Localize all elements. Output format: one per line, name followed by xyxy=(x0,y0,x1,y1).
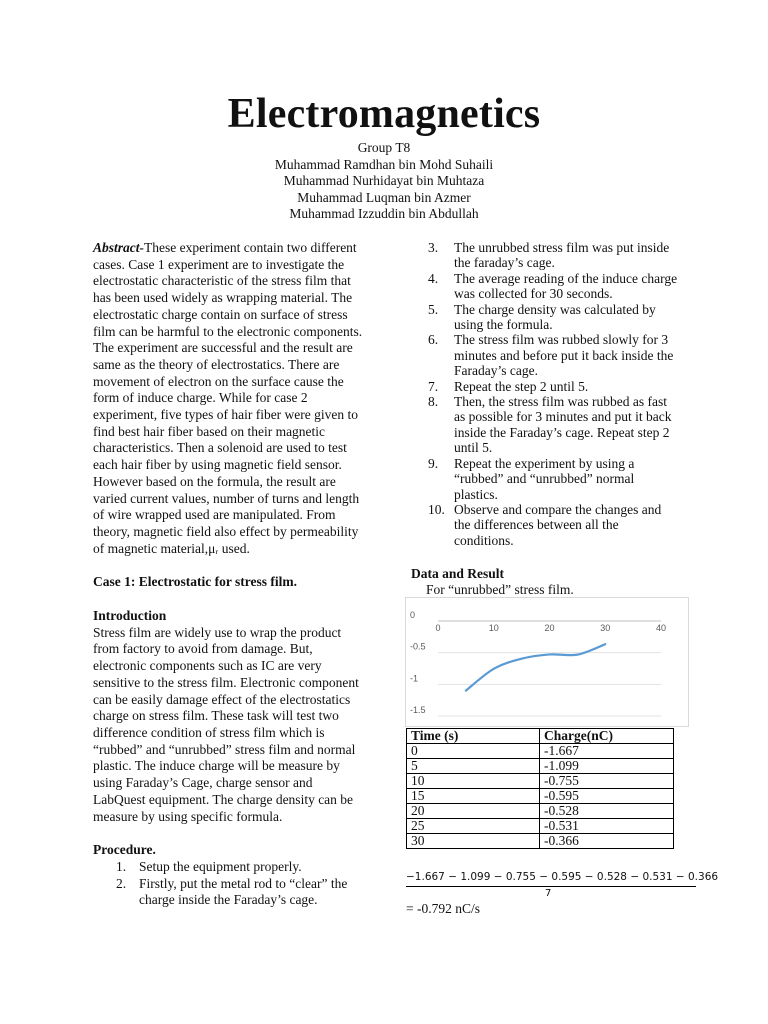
chart-svg xyxy=(406,598,688,726)
y-tick-label: -1 xyxy=(410,673,419,684)
equation-denominator: 7 xyxy=(545,888,552,899)
table-row: 5 -1.099 xyxy=(407,759,674,774)
abstract-label: Abstract- xyxy=(93,240,145,255)
x-tick-label: 30 xyxy=(600,623,611,633)
x-tick-label: 0 xyxy=(435,623,441,633)
procedure-step: 7. Repeat the step 2 until 5. xyxy=(428,378,589,394)
table-row: 30 -0.366 xyxy=(407,834,674,849)
procedure-step: 2. Firstly, put the metal rod to “clear” the charge inside the Faraday’s cage. xyxy=(116,875,348,908)
paper-title: Electromagnetics xyxy=(227,91,541,137)
procedure-step: 4. The average reading of the induce charge was collected for 30 seconds. xyxy=(428,270,678,302)
table-header-row xyxy=(407,729,674,744)
procedure-step: 9. Repeat the experiment by using a “rubbed” and “unrubbed” normal plastics. xyxy=(428,455,635,502)
charge-chart xyxy=(405,597,689,727)
x-tick-label: 20 xyxy=(544,623,555,633)
procedure-step: 5. The charge density was calculated by using the formula. xyxy=(428,301,656,333)
procedure-step: 6. The stress film was rubbed slowly for 3 minutes and before put it back inside the Faraday’s cage. xyxy=(428,332,674,379)
procedure-step: 3. The unrubbed stress film was put inside the faraday’s cage. xyxy=(428,240,670,271)
procedure-step: 10. Observe and compare the changes and the differences between all the conditions. xyxy=(428,501,662,548)
y-tick-label: 0 xyxy=(410,610,416,620)
x-tick-label: 40 xyxy=(655,623,667,633)
table-row: 10 -0.755 xyxy=(407,774,674,789)
author-block xyxy=(0,140,768,223)
procedure-step: 1. Setup the equipment properly. xyxy=(116,858,302,874)
introduction-heading: Introduction xyxy=(93,608,167,624)
procedure-heading: Procedure. xyxy=(93,842,156,858)
column-header: Time (s) xyxy=(407,729,540,744)
author-name: Muhammad Izzuddin bin Abdullah xyxy=(289,206,479,221)
table-row: 25 -0.531 xyxy=(407,819,674,834)
table-row: 0 -1.667 xyxy=(407,744,674,759)
group-name: Group T8 xyxy=(357,140,411,155)
x-tick-label: 10 xyxy=(488,623,499,633)
fraction-bar xyxy=(406,886,696,887)
author-name: Muhammad Nurhidayat bin Muhtaza xyxy=(283,173,485,188)
table-row: 15 -0.595 xyxy=(407,789,674,804)
charge-table xyxy=(406,728,674,849)
abstract-paragraph xyxy=(93,240,365,557)
column-header: Charge(nC) xyxy=(540,729,674,744)
left-column xyxy=(93,240,365,909)
equation-numerator: −1.667 − 1.099 − 0.755 − 0.595 − 0.528 − 0.531 − 0.366 xyxy=(406,871,719,883)
data-result-heading: Data and Result xyxy=(411,566,505,581)
case1-heading: Case 1: Electrostatic for stress film. xyxy=(93,574,297,590)
abstract-text: These experiment contain two different cases. Case 1 experiment are to investigate the electrostatic characteristic of the stress film that has been used widely as wrapping material. The electrostatic charge contain on surface of stress film can be harmful to the electronic components. The experiment are successful and the result are same as the theory of electrostatics. There are movement of electron on the surface cause the form of induce charge. While for case 2 experiment, five types of hair fiber were given to find best hair fiber based on their magnetic characteristics. Then a solenoid are used to test each hair fiber by using magnetic field sensor. However based on the formula, the result are varied current values, number of turns and length of wire wrapped used are manipulated. From theory, magnetic field also effect by permeability of magnetic material,μᵣ used. xyxy=(93,240,363,556)
introduction-text: Stress film are widely use to wrap the product from factory to avoid from damage. But, electronic components such as IC are very sensitive to the stress film. Electronic component can be easily damage effect of the electrostatics charge on stress film. These task will test two difference condition of stress film which is “rubbed” and “unrubbed” stress film and normal plastic. The induce charge will be measure by using Faraday’s Cage, charge sensor and LabQuest equipment. The charge density can be measure by using specific formula. xyxy=(93,624,359,824)
author-name: Muhammad Ramdhan bin Mohd Suhaili xyxy=(274,156,494,172)
series-line xyxy=(466,644,605,690)
procedure-list-right xyxy=(428,240,678,548)
y-tick-label: -0.5 xyxy=(410,641,426,652)
procedure-step: 8. Then, the stress film was rubbed as fast as possible for 3 minutes and put it back inside the Faraday’s cage. Repeat step 2 until 5. xyxy=(428,394,672,456)
procedure-list-left xyxy=(93,859,365,909)
equation-result: = -0.792 nC/s xyxy=(406,901,480,916)
y-tick-label: -1.5 xyxy=(410,705,426,715)
table-row: 20 -0.528 xyxy=(407,804,674,819)
author-name: Muhammad Luqman bin Azmer xyxy=(297,189,471,205)
right-column xyxy=(428,240,678,548)
data-result-subheading: For “unrubbed” stress film. xyxy=(426,582,574,597)
